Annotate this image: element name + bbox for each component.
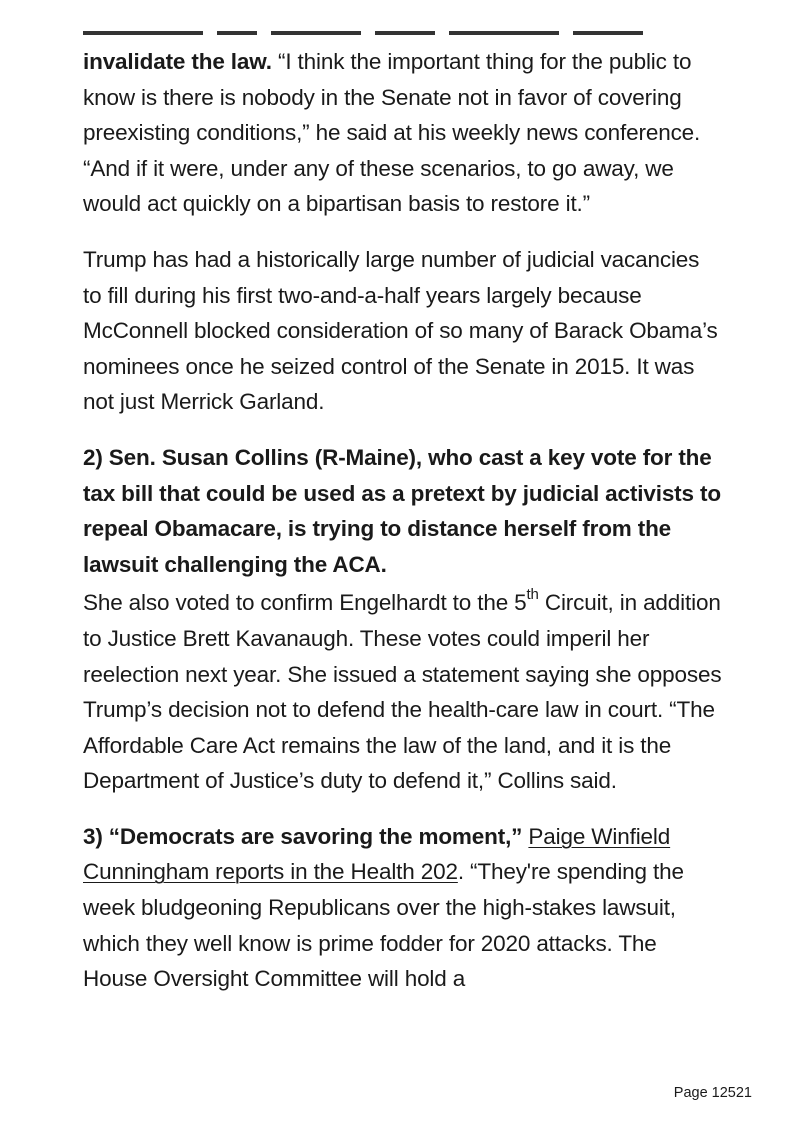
article-body — [83, 44, 723, 997]
page-number: Page 12521 — [673, 1085, 752, 1101]
paragraph-1-text: “I think the important thing for the public to know is there is nobody in the Senate not in favor of covering preexisting conditions,” he said at his weekly news conference. “And if it were, under any of these scenarios, to go away, we would act quickly on a bipartisan basis to restore it.” — [83, 49, 701, 217]
paragraph-3 — [83, 585, 723, 799]
section-heading-3: 3) “Democrats are savoring the moment,” — [83, 823, 523, 849]
health-202-link[interactable]: Paige Winfield Cunningham reports in the Health 202 — [83, 823, 671, 885]
cut-off-text-line — [83, 22, 723, 36]
paragraph-3-text-a: She also voted to confirm Engelhardt to the 5 — [83, 590, 527, 616]
paragraph-4-text: . “They're spending the week bludgeoning Republicans over the high-stakes lawsuit, which they well know is prime fodder for 2020 attacks. The House Oversight Committee will hold a — [83, 859, 684, 992]
ordinal-superscript: th — [526, 585, 539, 603]
section-heading-2: 2) Sen. Susan Collins (R-Maine), who cast a key vote for the tax bill that could be used as a pretext by judicial activists to repeal Obamacare, is trying to distance herself from the lawsuit challenging the ACA. — [83, 444, 721, 577]
paragraph-4 — [83, 819, 723, 997]
paragraph-1-bold-lead: invalidate the law. — [83, 49, 272, 74]
paragraph-3-text-b: Circuit, in addition to Justice Brett Kavanaugh. These votes could imperil her reelection next year. She issued a statement saying she opposes Trump’s decision not to defend the health-care law in court. “The Affordable Care Act remains the law of the land, and it is the Department of Justice’s duty to defend it,” Collins said. — [83, 590, 722, 794]
paragraph-1 — [83, 44, 723, 222]
paragraph-2: Trump has had a historically large number of judicial vacancies to fill during his first two-and-a-half years largely because McConnell blocked consideration of so many of Barack Obama’s nominees once he seized control of the Senate in 2015. It was not just Merrick Garland. — [83, 246, 718, 415]
